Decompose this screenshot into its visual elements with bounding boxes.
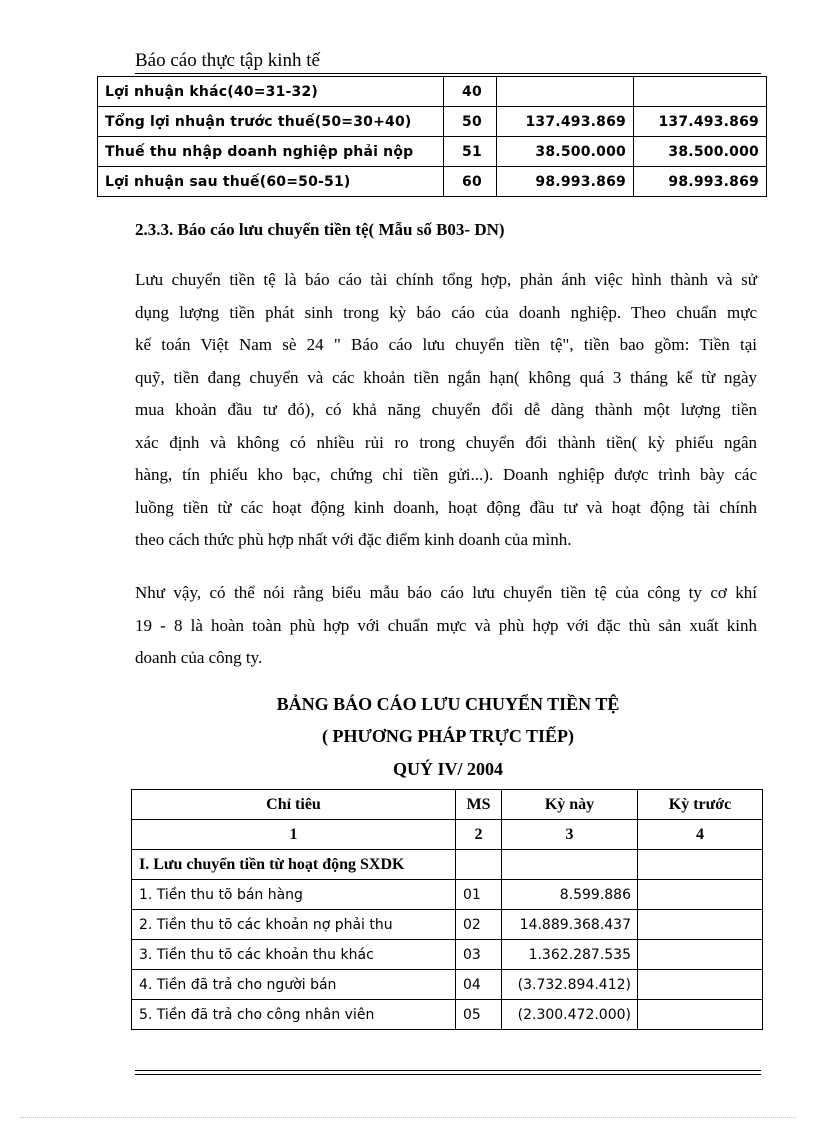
paragraph-line: quỹ, tiền đang chuyển và các khoản tiền ngắn hạn( không quá 3 tháng kể từ ngày: [135, 367, 757, 387]
row-label: 1. Tiền thu tõ bán hàng: [132, 880, 456, 910]
column-header: Chỉ tiêu: [132, 790, 456, 820]
row-code: 05: [456, 1000, 502, 1030]
paragraph-line: kế toán Việt Nam sè 24 " Báo cáo lưu chuyển tiền tệ", tiền bao gồm: Tiền tại: [135, 335, 757, 354]
row-current: (3.732.894.412): [502, 970, 638, 1000]
paragraph-line: 19 - 8 là hoàn toàn phù hợp với chuẩn mực và phù hợp với đặc thù sản xuất kinh: [135, 615, 757, 635]
footer-rule: [135, 1070, 761, 1071]
paragraph-line: xác định và không có nhiều rủi ro trong chuyển đổi thành tiền( kỳ phiếu ngân: [135, 432, 757, 452]
table-row: [132, 970, 763, 1000]
table-row: [98, 77, 767, 107]
paragraph-line: mua khoản đầu tư đó), có khả năng chuyển đổi dễ dàng thành một lượng tiền: [135, 400, 757, 419]
table-row: [98, 107, 767, 137]
row-code: 02: [456, 910, 502, 940]
row-previous: [638, 1000, 763, 1030]
row-current: 137.493.869: [497, 107, 634, 137]
column-number: 4: [638, 820, 763, 850]
row-label: Tổng lợi nhuận trước thuế(50=30+40): [98, 107, 444, 137]
row-previous: 137.493.869: [634, 107, 767, 137]
column-number: 2: [456, 820, 502, 850]
row-code: 03: [456, 940, 502, 970]
row-current: 38.500.000: [497, 137, 634, 167]
row-previous: [634, 77, 767, 107]
empty-cell: [502, 850, 638, 880]
row-label: Lợi nhuận khác(40=31-32): [98, 77, 444, 107]
row-code: 04: [456, 970, 502, 1000]
row-code: 50: [444, 107, 497, 137]
table-row: [132, 880, 763, 910]
row-previous: [638, 940, 763, 970]
table-header-row: [132, 790, 763, 820]
row-label: 2. Tiền thu tõ các khoản nợ phải thu: [132, 910, 456, 940]
row-label: 4. Tiền đã trả cho người bán: [132, 970, 456, 1000]
section-heading: 2.3.3. Báo cáo lưu chuyển tiền tệ( Mẫu số B03- DN): [135, 220, 505, 239]
paragraph-line: hàng, tín phiếu kho bạc, chứng chỉ tiền gửi...). Doanh nghiệp được trình bày các: [135, 465, 757, 484]
table-section-row: [132, 850, 763, 880]
paragraph-line: dụng lượng tiền phát sinh trong kỳ báo cáo của doanh nghiệp. Theo chuẩn mực: [135, 302, 757, 322]
column-number: 3: [502, 820, 638, 850]
row-label: 5. Tiền đã trả cho công nhân viên: [132, 1000, 456, 1030]
report-method: ( PHƯƠNG PHÁP TRỰC TIẾP): [322, 726, 574, 746]
row-previous: [638, 970, 763, 1000]
section-label: I. Lưu chuyển tiền từ hoạt động SXDK: [132, 850, 456, 880]
row-code: 51: [444, 137, 497, 167]
report-title: BẢNG BÁO CÁO LƯU CHUYỂN TIỀN TỆ: [276, 694, 620, 714]
column-header: Kỳ này: [502, 790, 638, 820]
row-previous: [638, 910, 763, 940]
row-label: Thuế thu nhập doanh nghiệp phải nộp: [98, 137, 444, 167]
paragraph-line: Lưu chuyển tiền tệ là báo cáo tài chính tổng hợp, phản ánh việc hình thành và sử: [135, 270, 757, 289]
footer-rule: [135, 1074, 761, 1075]
table-number-row: [132, 820, 763, 850]
page-edge-rule: [20, 1117, 796, 1118]
row-previous: 38.500.000: [634, 137, 767, 167]
row-code: 40: [444, 77, 497, 107]
column-number: 1: [132, 820, 456, 850]
row-current: 1.362.287.535: [502, 940, 638, 970]
header-rule: [135, 73, 761, 74]
paragraph-line: theo cách thức phù hợp nhất với đặc điểm kinh doanh của mình.: [135, 530, 572, 549]
cash-flow-table: [131, 789, 763, 1030]
row-code: 01: [456, 880, 502, 910]
paragraph-line: Như vậy, có thể nói rằng biểu mẫu báo cáo lưu chuyển tiền tệ của công ty cơ khí: [135, 583, 757, 602]
row-label: Lợi nhuận sau thuế(60=50-51): [98, 167, 444, 197]
row-previous: 98.993.869: [634, 167, 767, 197]
paragraph-line: doanh của công ty.: [135, 648, 263, 667]
row-code: 60: [444, 167, 497, 197]
page-header-title: Báo cáo thực tập kinh tế: [135, 50, 320, 71]
row-current: [497, 77, 634, 107]
paragraph-conclusion: [135, 577, 757, 675]
row-label: 3. Tiền thu tõ các khoản thu khác: [132, 940, 456, 970]
table-row: [132, 1000, 763, 1030]
empty-cell: [456, 850, 502, 880]
row-current: (2.300.472.000): [502, 1000, 638, 1030]
table-row: [98, 137, 767, 167]
row-current: 98.993.869: [497, 167, 634, 197]
table-row: [132, 910, 763, 940]
paragraph-cash-flow-definition: [135, 264, 757, 557]
empty-cell: [638, 850, 763, 880]
row-current: 8.599.886: [502, 880, 638, 910]
row-current: 14.889.368.437: [502, 910, 638, 940]
column-header: Kỳ trước: [638, 790, 763, 820]
table-row: [132, 940, 763, 970]
row-previous: [638, 880, 763, 910]
table-row: [98, 167, 767, 197]
paragraph-line: luồng tiền từ các hoạt động kinh doanh, hoạt động đầu tư và hoạt động tài chính: [135, 497, 757, 517]
report-period: QUÝ IV/ 2004: [392, 759, 503, 779]
column-header: MS: [456, 790, 502, 820]
profit-table: [97, 76, 767, 197]
